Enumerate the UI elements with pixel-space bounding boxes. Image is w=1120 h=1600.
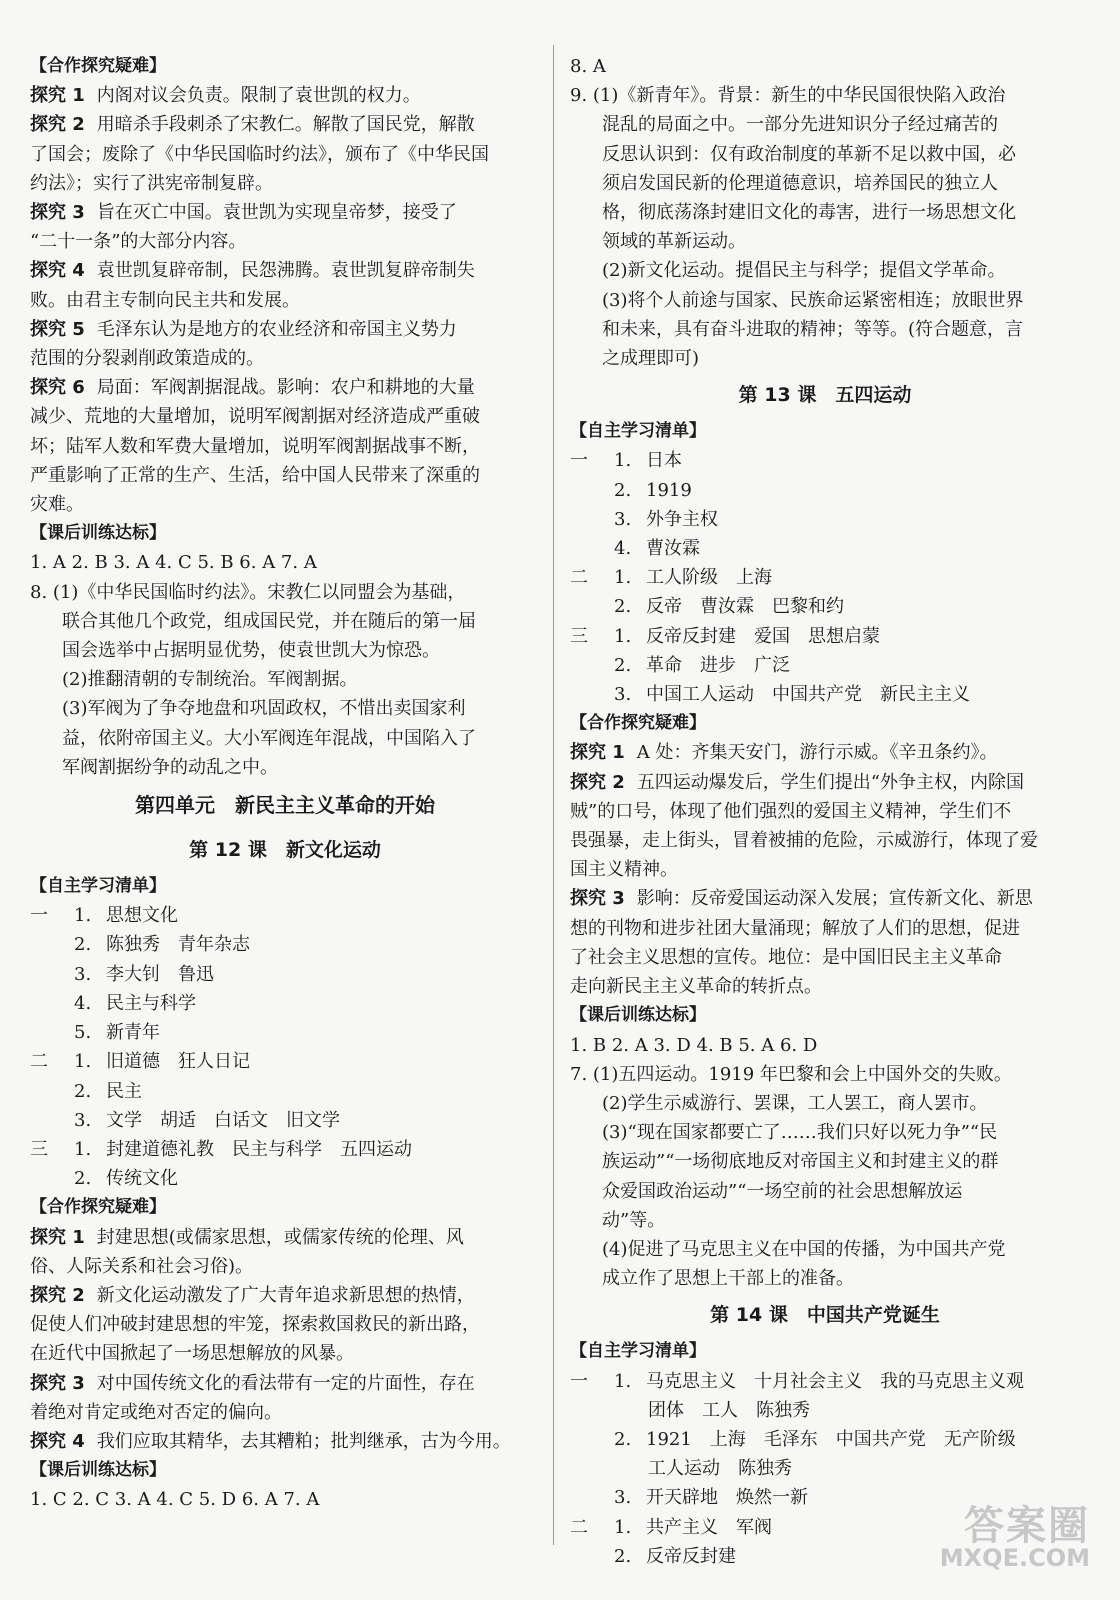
list-item	[30, 1047, 540, 1076]
list-item	[570, 534, 1080, 563]
item-number: 1.	[614, 450, 632, 472]
text-line: (2)推翻清朝的专制统治。军阀割据。	[62, 669, 358, 691]
list-item	[570, 1425, 1080, 1454]
item-text: 1919	[646, 479, 692, 501]
text-line: 8. (1)《中华民国临时约法》。宋教仁以同盟会为基础，	[30, 581, 466, 603]
item-number: 2.	[74, 1080, 92, 1102]
text-line: 须启发国民新的伦理道德意识，培养国民的独立人	[602, 172, 998, 194]
item-text: 民主	[106, 1080, 142, 1102]
list-item	[570, 592, 1080, 621]
text-line: 动”等。	[602, 1209, 666, 1231]
text-line: 格，彻底荡涤封建旧文化的毒害，进行一场思想文化	[602, 202, 1016, 224]
text-line: 反思认识到：仅有政治制度的革新不足以救中国，必	[602, 143, 1016, 165]
text-line: 畏强暴，走上街头，冒着被捕的危险，示威游行，体现了爱	[570, 830, 1038, 852]
text-line: 国会选举中占据明显优势，使袁世凯大为惊恐。	[62, 640, 440, 662]
inquiry-label: 探究 2	[570, 771, 625, 793]
answer-text: A 处：齐集天安门，游行示威。《辛丑条约》。	[636, 742, 998, 764]
list-item	[30, 989, 540, 1018]
text-line: 9. (1)《新青年》。背景：新生的中华民国很快陷入政治	[570, 85, 1006, 107]
text-line: 国主义精神。	[570, 859, 678, 881]
section-heading: 【自主学习清单】	[30, 876, 166, 897]
text-line: 约法》；实行了洪宪帝制复辟。	[30, 172, 273, 194]
list-item	[570, 651, 1080, 680]
column-divider	[553, 45, 554, 1545]
list-item	[30, 901, 540, 930]
item-text: 日本	[646, 450, 682, 472]
section-number: 三	[30, 1138, 48, 1160]
text-line: 族运动”“一场彻底地反对帝国主义和封建主义的群	[602, 1151, 999, 1173]
item-text: 传统文化	[106, 1168, 178, 1190]
list-item	[30, 1077, 540, 1106]
left-column	[30, 52, 540, 1515]
inquiry-answer	[30, 1281, 540, 1310]
right-column	[570, 52, 1080, 1571]
text-line: 坏；陆军人数和军费大量增加，说明军阀割据战事不断，	[30, 435, 480, 457]
item-text: 陈独秀 青年杂志	[106, 934, 250, 956]
inquiry-answer	[30, 81, 540, 110]
inquiry-answer	[570, 738, 1080, 767]
item-number: 2.	[614, 1545, 632, 1567]
text-line: (2)新文化运动。提倡民主与科学；提倡文学革命。	[602, 260, 1006, 282]
inquiry-label: 探究 5	[30, 318, 85, 340]
answer-text: 我们应取其精华，去其糟粕；批判继承，古为今用。	[96, 1430, 511, 1452]
text-line: 1. C 2. C 3. A 4. C 5. D 6. A 7. A	[30, 1489, 320, 1511]
text-line: 贼”的口号，体现了他们强烈的爱国主义精神，学生们不	[570, 800, 1012, 822]
text-line: 联合其他几个政党，组成国民党，并在随后的第一届	[62, 610, 476, 632]
lesson-title: 第 12 课 新文化运动	[189, 839, 381, 862]
watermark-text: 答案圈	[964, 1503, 1090, 1549]
text-line: 众爱国政治运动”“一场空前的社会思想解放运	[602, 1180, 963, 1202]
text-line: 了国会；废除了《中华民国临时约法》，颁布了《中华民国	[30, 143, 489, 165]
item-number: 1.	[614, 567, 632, 589]
item-text: 文学 胡适 白话文 旧文学	[106, 1109, 340, 1131]
item-number: 2.	[74, 934, 92, 956]
section-heading: 【课后训练达标】	[570, 1005, 706, 1026]
item-number: 2.	[614, 654, 632, 676]
item-text: 开天辟地 焕然一新	[646, 1487, 808, 1509]
answer-text: 影响：反帝爱国运动深入发展；宣传新文化、新思	[636, 888, 1033, 910]
answer-text: 新文化运动激发了广大青年追求新思想的热情，	[96, 1284, 475, 1306]
inquiry-answer	[570, 884, 1080, 913]
inquiry-answer	[570, 768, 1080, 797]
list-item	[570, 563, 1080, 592]
inquiry-label: 探究 6	[30, 377, 85, 399]
text-line: 和未来，具有奋斗进取的精神；等等。(符合题意，言	[602, 318, 1024, 340]
section-number: 一	[570, 450, 588, 472]
answer-text: 局面：军阀割据混战。影响：农户和耕地的大量	[96, 377, 475, 399]
text-line: 1. A 2. B 3. A 4. C 5. B 6. A 7. A	[30, 552, 317, 574]
inquiry-label: 探究 3	[30, 1372, 85, 1394]
item-number: 1.	[74, 905, 92, 927]
text-line: 败。由君主专制向民主共和发展。	[30, 289, 300, 311]
inquiry-label: 探究 4	[30, 260, 85, 282]
item-number: 3.	[614, 1487, 632, 1509]
text-line: (2)学生示威游行、罢课，工人罢工，商人罢市。	[602, 1092, 988, 1114]
list-item	[30, 1164, 540, 1193]
section-number: 一	[30, 905, 48, 927]
list-item	[570, 446, 1080, 475]
inquiry-answer	[30, 373, 540, 402]
item-text: 曹汝霖	[646, 538, 700, 560]
item-text: 1921 上海 毛泽东 中国共产党 无产阶级	[646, 1428, 1016, 1450]
list-item	[570, 1367, 1080, 1396]
text-line: “二十一条”的大部分内容。	[30, 231, 247, 253]
item-number: 1.	[74, 1138, 92, 1160]
item-text: 工人阶级 上海	[646, 567, 772, 589]
answer-text: 用暗杀手段刺杀了宋教仁。解散了国民党，解散	[96, 114, 475, 136]
text-line: 军阀割据纷争的动乱之中。	[62, 756, 278, 778]
text-line: 严重影响了正常的生产、生活，给中国人民带来了深重的	[30, 464, 480, 486]
inquiry-label: 探究 1	[30, 85, 85, 107]
inquiry-answer	[30, 110, 540, 139]
item-number: 2.	[614, 479, 632, 501]
section-heading: 【自主学习清单】	[570, 421, 706, 442]
text-line: 工人运动 陈独秀	[648, 1458, 792, 1480]
text-line: 走向新民主主义革命的转折点。	[570, 976, 822, 998]
item-text: 民主与科学	[106, 992, 196, 1014]
section-number: 二	[570, 1516, 588, 1538]
item-text: 马克思主义 十月社会主义 我的马克思主义观	[646, 1370, 1024, 1392]
answer-text: 对中国传统文化的看法带有一定的片面性，存在	[96, 1372, 475, 1394]
item-number: 1.	[614, 625, 632, 647]
text-line: (3)将个人前途与国家、民族命运紧密相连；放眼世界	[602, 289, 1024, 311]
item-number: 4.	[74, 992, 92, 1014]
text-line: 7. (1)五四运动。1919 年巴黎和会上中国外交的失败。	[570, 1063, 1012, 1085]
text-line: 领域的革新运动。	[602, 231, 746, 253]
item-text: 反帝 曹汝霖 巴黎和约	[646, 596, 844, 618]
text-line: (3)“现在国家都要亡了……我们只好以死力争”“民	[602, 1122, 998, 1144]
list-item	[30, 930, 540, 959]
answer-text: 袁世凯复辟帝制，民怨沸腾。袁世凯复辟帝制失	[96, 260, 475, 282]
item-number: 3.	[614, 508, 632, 530]
section-heading: 【课后训练达标】	[30, 1460, 166, 1481]
section-number: 一	[570, 1370, 588, 1392]
item-number: 3.	[74, 963, 92, 985]
inquiry-answer	[30, 198, 540, 227]
text-line: 1. B 2. A 3. D 4. B 5. A 6. D	[570, 1034, 818, 1056]
inquiry-label: 探究 3	[570, 888, 625, 910]
text-line: 促使人们冲破封建思想的牢笼，探索救国救民的新出路，	[30, 1314, 480, 1336]
list-item	[570, 680, 1080, 709]
inquiry-answer	[30, 315, 540, 344]
item-number: 4.	[614, 538, 632, 560]
watermark-url: MXQE.COM	[939, 1544, 1090, 1572]
list-item	[570, 622, 1080, 651]
item-text: 李大钊 鲁迅	[106, 963, 214, 985]
text-line: 成立作了思想上干部上的准备。	[602, 1268, 854, 1290]
inquiry-answer	[30, 1369, 540, 1398]
list-item	[570, 476, 1080, 505]
item-text: 新青年	[106, 1022, 160, 1044]
item-number: 5.	[74, 1022, 92, 1044]
text-line: 俗、人际关系和社会习俗)。	[30, 1255, 254, 1277]
text-line: (4)促进了马克思主义在中国的传播，为中国共产党	[602, 1238, 1006, 1260]
text-line: 在近代中国掀起了一场思想解放的风暴。	[30, 1343, 354, 1365]
text-line: 范围的分裂剥削政策造成的。	[30, 348, 264, 370]
inquiry-label: 探究 2	[30, 114, 85, 136]
answer-text: 毛泽东认为是地方的农业经济和帝国主义势力	[96, 318, 457, 340]
item-text: 外争主权	[646, 508, 718, 530]
item-number: 1.	[614, 1370, 632, 1392]
text-line: (3)军阀为了争夺地盘和巩固政权，不惜出卖国家利	[62, 698, 466, 720]
list-item	[30, 1135, 540, 1164]
inquiry-label: 探究 1	[30, 1226, 85, 1248]
section-number: 三	[570, 625, 588, 647]
inquiry-answer	[30, 256, 540, 285]
item-number: 2.	[614, 1428, 632, 1450]
item-number: 1.	[614, 1516, 632, 1538]
section-heading: 【合作探究疑难】	[30, 1197, 166, 1218]
item-text: 旧道德 狂人日记	[106, 1051, 250, 1073]
section-number: 二	[30, 1051, 48, 1073]
item-number: 3.	[74, 1109, 92, 1131]
section-heading: 【课后训练达标】	[30, 523, 166, 544]
text-line: 减少、荒地的大量增加，说明军阀割据对经济造成严重破	[30, 406, 480, 428]
lesson-title: 第 13 课 五四运动	[738, 384, 912, 407]
inquiry-label: 探究 2	[30, 1284, 85, 1306]
watermark-logo	[939, 1503, 1090, 1572]
section-heading: 【合作探究疑难】	[570, 713, 706, 734]
item-number: 2.	[614, 596, 632, 618]
section-heading: 【自主学习清单】	[570, 1341, 706, 1362]
text-line: 想的刊物和进步社团大量涌现；解放了人们的思想，促进	[570, 917, 1020, 939]
text-line: 着绝对肯定或绝对否定的偏向。	[30, 1401, 282, 1423]
text-line: 混乱的局面之中。一部分先进知识分子经过痛苦的	[602, 114, 998, 136]
text-line: 了社会主义思想的宣传。地位：是中国旧民主主义革命	[570, 946, 1002, 968]
inquiry-label: 探究 3	[30, 202, 85, 224]
answer-text: 封建思想(或儒家思想，或儒家传统的伦理、风	[96, 1226, 464, 1248]
answer-text: 内阁对议会负责。限制了袁世凯的权力。	[96, 85, 421, 107]
item-text: 反帝反封建 爱国 思想启蒙	[646, 625, 880, 647]
item-text: 革命 进步 广泛	[646, 654, 790, 676]
list-item	[30, 1106, 540, 1135]
item-text: 思想文化	[106, 905, 178, 927]
item-number: 3.	[614, 684, 632, 706]
inquiry-answer	[30, 1223, 540, 1252]
text-line: 之成理即可)	[602, 348, 700, 370]
item-text: 中国工人运动 中国共产党 新民主主义	[646, 684, 970, 706]
inquiry-label: 探究 4	[30, 1430, 85, 1452]
answer-text: 旨在灭亡中国。袁世凯为实现皇帝梦，接受了	[96, 202, 457, 224]
lesson-title: 第 14 课 中国共产党诞生	[710, 1304, 940, 1327]
item-number: 2.	[74, 1168, 92, 1190]
item-number: 1.	[74, 1051, 92, 1073]
unit-title: 第四单元 新民主主义革命的开始	[135, 793, 435, 818]
section-heading: 【合作探究疑难】	[30, 56, 166, 76]
list-item	[30, 960, 540, 989]
item-text: 反帝反封建	[646, 1545, 736, 1567]
item-text: 封建道德礼教 民主与科学 五四运动	[106, 1138, 412, 1160]
item-text: 共产主义 军阀	[646, 1516, 772, 1538]
list-item	[30, 1018, 540, 1047]
list-item	[570, 505, 1080, 534]
text-line: 益，依附帝国主义。大小军阀连年混战，中国陷入了	[62, 727, 476, 749]
text-line: 团体 工人 陈独秀	[648, 1399, 810, 1421]
inquiry-label: 探究 1	[570, 742, 625, 764]
text-line: 8. A	[570, 56, 606, 77]
text-line: 灾难。	[30, 494, 84, 516]
section-number: 二	[570, 567, 588, 589]
inquiry-answer	[30, 1427, 540, 1456]
answer-text: 五四运动爆发后，学生们提出“外争主权，内除国	[636, 771, 1024, 793]
